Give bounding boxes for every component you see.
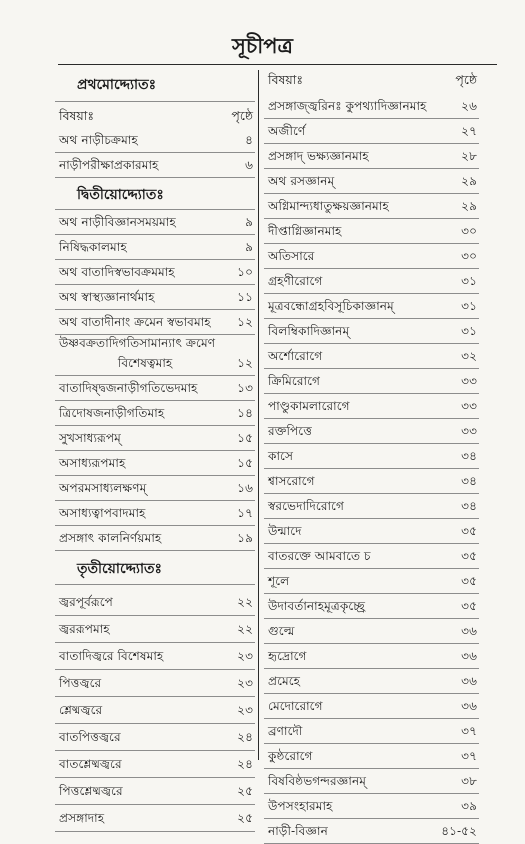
toc-entry bbox=[55, 401, 255, 426]
toc-entry bbox=[55, 476, 255, 501]
toc-entry bbox=[264, 719, 479, 744]
entry-label: প্রমেহে bbox=[268, 674, 301, 688]
entry-label: মূত্রবন্ধোগ্রহবিসূচিকাজ্ঞানম্ bbox=[268, 299, 394, 313]
entry-label: অথ বাতাদীনাং ক্রমেন স্বভাবমাহ bbox=[59, 315, 211, 329]
entry-page: ৩৫ bbox=[461, 549, 477, 563]
toc-entry bbox=[264, 794, 479, 819]
toc-entry bbox=[264, 494, 479, 519]
section-3-list bbox=[55, 589, 255, 832]
toc-entry bbox=[55, 235, 255, 260]
entry-page: ১৬ bbox=[237, 481, 253, 495]
entry-page: ২৬ bbox=[461, 99, 477, 113]
toc-entry bbox=[55, 501, 255, 526]
entry-page: ১১ bbox=[237, 290, 253, 304]
entry-page: ৩৪ bbox=[461, 499, 477, 513]
entry-page: ৩২ bbox=[461, 349, 477, 363]
entry-label: অজীর্ণে bbox=[268, 124, 306, 138]
right-entry-list bbox=[264, 94, 479, 844]
entry-label: কাসে bbox=[268, 449, 294, 463]
title-rule bbox=[58, 64, 497, 65]
section-heading-2: দ্বিতীয়োদ্দ্যোতঃ bbox=[55, 184, 255, 210]
entry-label: নিষিদ্ধকালমাহ bbox=[59, 240, 127, 254]
entry-page: ৩৪ bbox=[461, 474, 477, 488]
entry-label: বাতপিত্তজ্বরে bbox=[59, 730, 121, 744]
entry-page: ১২ bbox=[237, 356, 253, 370]
toc-entry bbox=[264, 669, 479, 694]
toc-entry bbox=[55, 285, 255, 310]
entry-label: বাতরক্তে আমবাতে চ bbox=[268, 549, 371, 563]
entry-label: সুখসাধ্যরূপম্ bbox=[59, 431, 121, 445]
toc-entry bbox=[264, 294, 479, 319]
entry-page: ৯ bbox=[245, 240, 253, 254]
entry-label: স্বরভেদাদিরোগে bbox=[268, 499, 344, 513]
section-heading-3: তৃতীয়োদ্দ্যোতঃ bbox=[55, 557, 255, 585]
entry-page: ২৪ bbox=[237, 757, 253, 771]
entry-page: ২৫ bbox=[237, 811, 253, 825]
entry-page: ৩৩ bbox=[461, 374, 477, 388]
toc-entry bbox=[55, 589, 255, 616]
entry-label: পিত্তশ্লেষ্মজ্বরে bbox=[59, 784, 123, 798]
entry-page: ৪ bbox=[245, 133, 253, 147]
entry-page: ১৪ bbox=[237, 406, 253, 420]
entry-page: ২৩ bbox=[237, 649, 253, 663]
toc-entry bbox=[55, 616, 255, 643]
toc-entry bbox=[264, 744, 479, 769]
toc-entry bbox=[264, 819, 479, 844]
entry-page: ১৭ bbox=[237, 506, 253, 520]
column-header bbox=[55, 108, 255, 128]
toc-entry bbox=[264, 544, 479, 569]
entry-page: ৩১ bbox=[461, 274, 477, 288]
entry-page: ৩৫ bbox=[461, 599, 477, 613]
page-title: সূচীপত্র bbox=[232, 33, 293, 58]
entry-page: ৩৬ bbox=[461, 674, 477, 688]
entry-page: ১৩ bbox=[237, 381, 253, 395]
entry-label: কুষ্ঠরোগে bbox=[268, 749, 313, 763]
toc-entry bbox=[264, 469, 479, 494]
entry-page: ১২ bbox=[237, 315, 253, 329]
entry-label: ব্রণাদৌ bbox=[268, 724, 303, 738]
entry-label: উষ্ণবক্রতাদিগতিসামান্যাৎ ক্রমেণ bbox=[59, 336, 216, 350]
entry-page: ১৫ bbox=[237, 456, 253, 470]
section-2-list bbox=[55, 210, 255, 335]
entry-page: ২৩ bbox=[237, 676, 253, 690]
header-subject: বিষয়াঃ bbox=[59, 108, 95, 123]
entry-page: ১০ bbox=[237, 265, 253, 279]
entry-label: হৃদ্রোগে bbox=[268, 649, 307, 663]
toc-entry bbox=[264, 319, 479, 344]
entry-label: উন্মাদে bbox=[268, 524, 302, 538]
toc-entry bbox=[264, 569, 479, 594]
header-page: পৃষ্ঠে bbox=[455, 72, 477, 87]
toc-entry bbox=[55, 153, 255, 178]
entry-page: ২৫ bbox=[237, 784, 253, 798]
entry-label: অথ নাড়ীচক্রমাহ bbox=[59, 133, 138, 147]
entry-page: ৩৬ bbox=[461, 649, 477, 663]
entry-label: পাণ্ডুকামলারোগে bbox=[268, 399, 350, 413]
entry-page: ২৮ bbox=[461, 149, 477, 163]
entry-label: অর্শোরোগে bbox=[268, 349, 323, 363]
toc-entry bbox=[264, 444, 479, 469]
section-1-list bbox=[55, 128, 255, 178]
toc-entry bbox=[264, 694, 479, 719]
entry-page: ২৭ bbox=[461, 124, 477, 138]
entry-page: ৩৪ bbox=[461, 449, 477, 463]
entry-page: ২২ bbox=[237, 622, 253, 636]
entry-page: ৪১-৫২ bbox=[441, 824, 477, 838]
entry-page: ৩৮ bbox=[461, 774, 477, 788]
header-page: পৃষ্ঠে bbox=[231, 108, 253, 123]
toc-entry bbox=[55, 335, 255, 376]
entry-page: ৯ bbox=[245, 215, 253, 229]
toc-entry bbox=[264, 94, 479, 119]
entry-page: ৩৫ bbox=[461, 574, 477, 588]
entry-label: নাড়ী-বিজ্ঞান bbox=[268, 824, 328, 838]
entry-label: অগ্নিমান্দ্যধাতুক্ষয়জ্ঞানমাহ bbox=[268, 199, 389, 213]
entry-label: বিষবিষ্ঠভগন্দরজ্ঞানম্ bbox=[268, 774, 366, 788]
entry-label: অথ রসজ্ঞানম্ bbox=[268, 174, 335, 188]
entry-page: ৩৭ bbox=[461, 749, 477, 763]
toc-right-column bbox=[258, 70, 479, 838]
entry-page: ২৩ bbox=[237, 703, 253, 717]
toc-entry bbox=[55, 260, 255, 285]
entry-page: ৩৫ bbox=[461, 524, 477, 538]
toc-left-column bbox=[55, 70, 255, 825]
toc-entry bbox=[264, 619, 479, 644]
toc-entry bbox=[55, 376, 255, 401]
toc-entry bbox=[264, 594, 479, 619]
entry-label: মেদোরোগে bbox=[268, 699, 323, 713]
entry-label: প্রসঙ্গাৎ কালনির্ণয়মাহ bbox=[59, 531, 162, 545]
toc-entry bbox=[264, 769, 479, 794]
entry-label: ত্রিদোষজনাড়ীগতিমাহ bbox=[59, 406, 165, 420]
toc-entry bbox=[264, 344, 479, 369]
toc-entry bbox=[264, 394, 479, 419]
entry-label: জ্বররূপমাহ bbox=[59, 622, 110, 636]
entry-page: ৬ bbox=[245, 158, 253, 172]
toc-entry bbox=[264, 144, 479, 169]
toc-entry bbox=[55, 670, 255, 697]
entry-page: ২৪ bbox=[237, 730, 253, 744]
entry-label: ক্রিমিরোগে bbox=[268, 374, 320, 388]
entry-label: বাতাদিষ্দ্বজনাড়ীগতিভেদমাহ bbox=[59, 381, 198, 395]
entry-label: প্রসঙ্গাদাহ bbox=[59, 811, 105, 825]
entry-label: উদাবর্তানাহমূত্রকৃচ্ছ্রে bbox=[268, 599, 366, 613]
entry-label: গুল্মে bbox=[268, 624, 295, 638]
entry-label: অসাধ্যত্বাপবাদমাহ bbox=[59, 506, 146, 520]
entry-label: রক্তপিত্তে bbox=[268, 424, 312, 438]
toc-entry bbox=[264, 194, 479, 219]
toc-entry bbox=[55, 128, 255, 153]
toc-entry bbox=[264, 244, 479, 269]
entry-label: অপরমসাধ্যলক্ষণম্ bbox=[59, 481, 147, 495]
toc-entry bbox=[55, 310, 255, 335]
toc-entry bbox=[55, 697, 255, 724]
toc-entry bbox=[264, 519, 479, 544]
toc-entry bbox=[264, 644, 479, 669]
entry-label: বাতশ্লেষ্মজ্বরে bbox=[59, 757, 122, 771]
toc-entry bbox=[264, 119, 479, 144]
entry-page: ২২ bbox=[237, 595, 253, 609]
entry-page: ৩৩ bbox=[461, 399, 477, 413]
toc-entry bbox=[55, 643, 255, 670]
section-2-list-cont bbox=[55, 376, 255, 551]
toc-entry bbox=[264, 269, 479, 294]
toc-entry bbox=[55, 724, 255, 751]
entry-label: বাতাদিজ্বরে বিশেষমাহ bbox=[59, 649, 164, 663]
entry-label: উপসংহারমাহ bbox=[268, 799, 333, 813]
entry-label: প্রসঙ্গাদ্ ভক্ষ্যজ্ঞানমাহ bbox=[268, 149, 369, 163]
toc-entry bbox=[55, 210, 255, 235]
entry-label: বিলম্বিকাদিজ্ঞানম্ bbox=[268, 324, 350, 338]
header-subject: বিষয়াঃ bbox=[268, 72, 304, 87]
toc-entry bbox=[264, 369, 479, 394]
entry-page: ৩৭ bbox=[461, 724, 477, 738]
entry-page: ৩০ bbox=[461, 249, 477, 263]
toc-entry bbox=[264, 169, 479, 194]
entry-page: ৩১ bbox=[461, 299, 477, 313]
section-heading-1: প্রথমোদ্দ্যোতঃ bbox=[55, 70, 255, 102]
entry-label: নাড়ীপরীক্ষাপ্রকারমাহ bbox=[59, 158, 159, 172]
entry-page: ৩৬ bbox=[461, 699, 477, 713]
entry-page: ২৯ bbox=[461, 199, 477, 213]
entry-label: শ্লেষ্মজ্বরে bbox=[59, 703, 103, 717]
entry-label: জ্বরপূর্বরূপে bbox=[59, 595, 113, 609]
entry-label-cont: বিশেষত্বমাহ bbox=[117, 356, 173, 370]
toc-entry bbox=[55, 778, 255, 805]
entry-label: শূলে bbox=[268, 574, 290, 588]
toc-entry bbox=[264, 219, 479, 244]
entry-page: ১৫ bbox=[237, 431, 253, 445]
entry-label: অসাধ্যরূপমাহ bbox=[59, 456, 126, 470]
entry-label: অথ বাতাদিস্বভাবক্রমমাহ bbox=[59, 265, 175, 279]
entry-label: দীপ্তাগ্নিজ্ঞানমাহ bbox=[268, 224, 342, 238]
toc-entry bbox=[55, 426, 255, 451]
toc-entry bbox=[55, 805, 255, 832]
entry-page: ১৯ bbox=[237, 531, 253, 545]
entry-page: ৩৬ bbox=[461, 624, 477, 638]
entry-label: গ্রহণীরোগে bbox=[268, 274, 323, 288]
entry-page: ৩৯ bbox=[461, 799, 477, 813]
entry-label: অথ স্বাস্থ্যজ্ঞানার্থমাহ bbox=[59, 290, 155, 304]
toc-entry bbox=[264, 419, 479, 444]
entry-label: প্রসঙ্গাজ্জ্বরিনঃ কুপথ্যাদিজ্ঞানমাহ bbox=[268, 99, 427, 113]
entry-page: ৩০ bbox=[461, 224, 477, 238]
entry-label: শ্বাসরোগে bbox=[268, 474, 315, 488]
column-header bbox=[264, 72, 479, 94]
entry-label: পিত্তজ্বরে bbox=[59, 676, 102, 690]
toc-entry bbox=[55, 451, 255, 476]
toc-entry bbox=[55, 526, 255, 551]
entry-page: ৩১ bbox=[461, 324, 477, 338]
entry-page: ৩৩ bbox=[461, 424, 477, 438]
toc-entry bbox=[55, 751, 255, 778]
entry-label: অতিসারে bbox=[268, 249, 315, 263]
entry-page: ২৯ bbox=[461, 174, 477, 188]
entry-label: অথ নাড়ীবিজ্ঞানসময়মাহ bbox=[59, 215, 176, 229]
